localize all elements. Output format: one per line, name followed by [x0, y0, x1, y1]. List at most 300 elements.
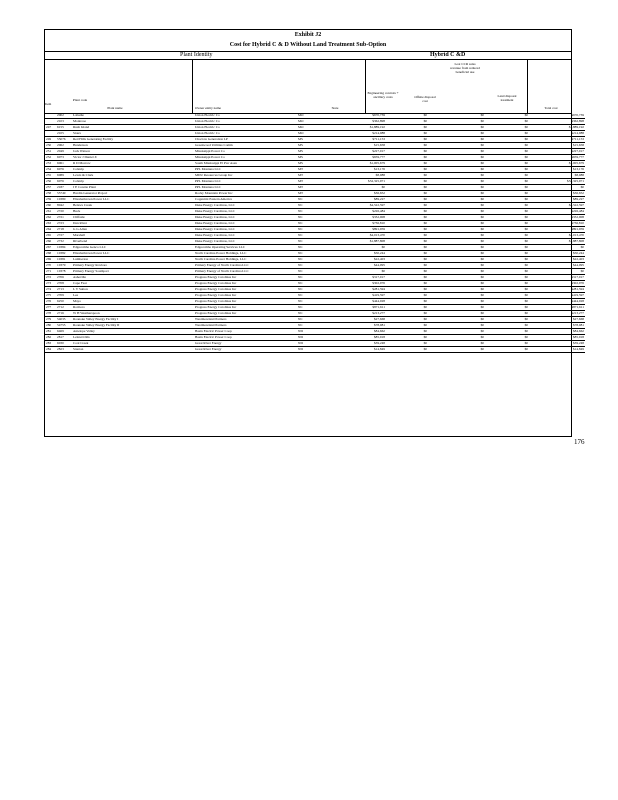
- item-cell: 257: [45, 185, 56, 191]
- item-cell: 265: [45, 233, 56, 239]
- total-cost-cell: $332,908: [529, 215, 585, 221]
- land-disposal-cell: $0: [485, 347, 529, 353]
- plant-name-cell: Stanton: [72, 347, 194, 353]
- engineering-cost-cell: $1,889,192: [339, 125, 386, 131]
- lost-ccr-cell: $0: [428, 215, 485, 221]
- land-disposal-cell: $0: [485, 173, 529, 179]
- total-cost-cell: $227,017: [529, 149, 585, 155]
- lost-ccr-cell: $0: [428, 161, 485, 167]
- item-cell: 271: [45, 269, 56, 275]
- state-cell: MS: [297, 155, 339, 161]
- land-disposal-cell: $0: [485, 269, 529, 275]
- plant-name-cell: Colstrip: [72, 167, 194, 173]
- col-header-plant-code: Plant code: [72, 98, 88, 102]
- land-disposal-cell: $0: [485, 167, 529, 173]
- owner-cell: Duke Energy Carolinas, LLC: [194, 209, 297, 215]
- owner-cell: Duke Energy Carolinas, LLC: [194, 221, 297, 227]
- plant-code-cell: 2723: [56, 221, 72, 227]
- land-disposal-cell: $0: [485, 323, 529, 329]
- total-cost-cell: $32,325,971: [529, 179, 585, 185]
- land-disposal-cell: $0: [485, 119, 529, 125]
- offsite-cost-cell: $0: [386, 239, 428, 245]
- lost-ccr-cell: $0: [428, 317, 485, 323]
- land-disposal-cell: $0: [485, 335, 529, 341]
- engineering-cost-cell: $27,668: [339, 317, 386, 323]
- owner-cell: Duke Energy Carolinas, LLC: [194, 203, 297, 209]
- plant-code-cell: 10384: [56, 245, 72, 251]
- lost-ccr-cell: $0: [428, 305, 485, 311]
- total-cost-cell: $27,668: [529, 317, 585, 323]
- lost-ccr-cell: $0: [428, 179, 485, 185]
- lost-ccr-cell: $0: [428, 257, 485, 263]
- land-disposal-cell: $0: [485, 293, 529, 299]
- owner-cell: MDU Resources Group Inc: [194, 173, 297, 179]
- state-cell: NC: [297, 233, 339, 239]
- item-cell: 280: [45, 323, 56, 329]
- offsite-cost-cell: $0: [386, 209, 428, 215]
- page-number: 176: [574, 438, 585, 446]
- land-disposal-cell: $0: [485, 233, 529, 239]
- owner-cell: Progress Energy Carolinas Inc: [194, 287, 297, 293]
- lost-ccr-cell: $0: [428, 341, 485, 347]
- plant-name-cell: Primary Energy Roxboro: [72, 263, 194, 269]
- lost-ccr-cell: $0: [428, 167, 485, 173]
- state-cell: NC: [297, 311, 339, 317]
- state-cell: MO: [297, 113, 339, 119]
- offsite-cost-cell: $0: [386, 227, 428, 233]
- owner-cell: Duke Energy Carolinas, LLC: [194, 215, 297, 221]
- item-cell: 274: [45, 287, 56, 293]
- plant-code-cell: 2712: [56, 305, 72, 311]
- owner-cell: Duke Energy Carolinas, LLC: [194, 233, 297, 239]
- col-header-offsite: Offsite disposal cost: [414, 95, 436, 103]
- land-disposal-cell: $0: [485, 275, 529, 281]
- total-cost-cell: $670,739: [529, 113, 585, 119]
- offsite-cost-cell: $0: [386, 203, 428, 209]
- lost-ccr-cell: $0: [428, 149, 485, 155]
- land-disposal-cell: $0: [485, 215, 529, 221]
- total-cost-cell: $8,988: [529, 173, 585, 179]
- state-cell: MO: [297, 131, 339, 137]
- plant-name-cell: Lumberton: [72, 257, 194, 263]
- lost-ccr-cell: $0: [428, 209, 485, 215]
- offsite-cost-cell: $0: [386, 275, 428, 281]
- total-cost-cell: $39,248: [529, 341, 585, 347]
- owner-cell: Progress Energy Carolinas Inc: [194, 305, 297, 311]
- total-cost-cell: $736,810: [529, 221, 585, 227]
- land-disposal-cell: $0: [485, 257, 529, 263]
- offsite-cost-cell: $0: [386, 341, 428, 347]
- total-cost-cell: $711,153: [529, 137, 585, 143]
- col-header-engineering: Engineering controls + ancillary costs: [367, 91, 399, 99]
- item-cell: 256: [45, 179, 56, 185]
- total-cost-cell: $317,017: [529, 275, 585, 281]
- plant-name-cell: Roanoke Valley Energy Facility I: [72, 317, 194, 323]
- lost-ccr-cell: $0: [428, 269, 485, 275]
- land-disposal-cell: $0: [485, 179, 529, 185]
- state-cell: MO: [297, 125, 339, 131]
- state-cell: MT: [297, 185, 339, 191]
- land-disposal-cell: $0: [485, 137, 529, 143]
- engineering-cost-cell: $317,017: [339, 275, 386, 281]
- total-cost-cell: $89,227: [529, 197, 585, 203]
- col-header-land: Land disposal treatment: [497, 94, 517, 102]
- plant-name-cell: G G Allen: [72, 227, 194, 233]
- item-cell: 273: [45, 281, 56, 287]
- total-cost-cell: $15,658: [529, 143, 585, 149]
- offsite-cost-cell: $0: [386, 113, 428, 119]
- col-header-lost-ccr: Lost CCR sales revenue from reduced beneficial use: [450, 62, 480, 74]
- land-disposal-cell: $0: [485, 221, 529, 227]
- engineering-cost-cell: $281,594: [339, 287, 386, 293]
- owner-cell: Duke Energy Carolinas, LLC: [194, 239, 297, 245]
- total-cost-cell: $44,095: [529, 263, 585, 269]
- lost-ccr-cell: $0: [428, 137, 485, 143]
- lost-ccr-cell: $0: [428, 239, 485, 245]
- state-cell: ND: [297, 329, 339, 335]
- plant-name-cell: Red Hills Generating Facility: [72, 137, 194, 143]
- engineering-cost-cell: $85,918: [339, 335, 386, 341]
- total-cost-cell: $4,522,597: [529, 203, 585, 209]
- state-cell: MT: [297, 173, 339, 179]
- column-divider: [365, 59, 366, 113]
- offsite-cost-cell: $0: [386, 221, 428, 227]
- offsite-cost-cell: $0: [386, 263, 428, 269]
- owner-cell: Primary Energy of North Carolina LLC: [194, 269, 297, 275]
- lost-ccr-cell: $0: [428, 233, 485, 239]
- total-cost-cell: $214,988: [529, 131, 585, 137]
- plant-code-cell: 6076: [56, 179, 72, 185]
- owner-cell: Progress Energy Carolinas Inc: [194, 275, 297, 281]
- state-cell: NC: [297, 203, 339, 209]
- state-cell: MS: [297, 143, 339, 149]
- plant-name-cell: Sioux: [72, 131, 194, 137]
- lost-ccr-cell: $0: [428, 203, 485, 209]
- plant-name-cell: Cliffside: [72, 215, 194, 221]
- plant-code-cell: 54755: [56, 323, 72, 329]
- plant-name-cell: L V Sutton: [72, 287, 194, 293]
- offsite-cost-cell: $0: [386, 131, 428, 137]
- item-cell: 275: [45, 293, 56, 299]
- plant-code-cell: 2187: [56, 185, 72, 191]
- lost-ccr-cell: $0: [428, 185, 485, 191]
- col-header-state: State: [331, 106, 339, 110]
- plant-name-cell: Henderson: [72, 143, 194, 149]
- land-disposal-cell: $0: [485, 209, 529, 215]
- state-cell: NC: [297, 197, 339, 203]
- owner-cell: North Carolina Power Holdings, LLC: [194, 257, 297, 263]
- header-rule: [45, 51, 571, 52]
- offsite-cost-cell: $0: [386, 269, 428, 275]
- plant-code-cell: 6030: [56, 341, 72, 347]
- plant-identity-label: Plant Identity: [180, 52, 213, 58]
- state-cell: NC: [297, 323, 339, 329]
- plant-code-cell: 6469: [56, 329, 72, 335]
- item-cell: 264: [45, 227, 56, 233]
- plant-code-cell: 6155: [56, 125, 72, 131]
- total-cost-cell: $362,898: [529, 119, 585, 125]
- owner-cell: Primary Energy of North Carolina LLC: [194, 263, 297, 269]
- state-cell: NC: [297, 257, 339, 263]
- engineering-cost-cell: $0: [339, 185, 386, 191]
- offsite-cost-cell: $0: [386, 185, 428, 191]
- offsite-cost-cell: $0: [386, 323, 428, 329]
- engineering-cost-cell: $871,611: [339, 305, 386, 311]
- item-cell: 278: [45, 311, 56, 317]
- lost-ccr-cell: $0: [428, 227, 485, 233]
- plant-code-cell: 2817: [56, 335, 72, 341]
- offsite-cost-cell: $0: [386, 257, 428, 263]
- plant-code-cell: 10380: [56, 197, 72, 203]
- engineering-cost-cell: $362,898: [339, 119, 386, 125]
- plant-name-cell: Primary Energy Southport: [72, 269, 194, 275]
- owner-cell: PPL Montana LLC: [194, 185, 297, 191]
- lost-ccr-cell: $0: [428, 245, 485, 251]
- land-disposal-cell: $0: [485, 227, 529, 233]
- lost-ccr-cell: $0: [428, 221, 485, 227]
- engineering-cost-cell: $78,981: [339, 323, 386, 329]
- item-cell: 281: [45, 329, 56, 335]
- land-disposal-cell: $0: [485, 149, 529, 155]
- item-cell: 277: [45, 305, 56, 311]
- state-cell: NC: [297, 239, 339, 245]
- offsite-cost-cell: $0: [386, 335, 428, 341]
- owner-cell: Progress Energy Carolinas Inc: [194, 293, 297, 299]
- land-disposal-cell: $0: [485, 287, 529, 293]
- engineering-cost-cell: $0: [339, 245, 386, 251]
- offsite-cost-cell: $0: [386, 173, 428, 179]
- offsite-cost-cell: $0: [386, 167, 428, 173]
- owner-cell: PPL Montana LLC: [194, 179, 297, 185]
- land-disposal-cell: $0: [485, 161, 529, 167]
- lost-ccr-cell: $0: [428, 293, 485, 299]
- engineering-cost-cell: $4,522,597: [339, 203, 386, 209]
- engineering-cost-cell: $1,887,808: [339, 239, 386, 245]
- plant-name-cell: Mayo: [72, 299, 194, 305]
- total-cost-cell: $871,611: [529, 305, 585, 311]
- item-cell: 270: [45, 263, 56, 269]
- engineering-cost-cell: $213,277: [339, 311, 386, 317]
- engineering-cost-cell: $89,227: [339, 197, 386, 203]
- owner-cell: Rocky Mountain Power Inc: [194, 191, 297, 197]
- col-header-owner: Owner entity name: [195, 106, 221, 110]
- total-cost-cell: $78,981: [529, 323, 585, 329]
- plant-name-cell: Marshall: [72, 233, 194, 239]
- offsite-cost-cell: $0: [386, 125, 428, 131]
- land-disposal-cell: $0: [485, 239, 529, 245]
- plant-code-cell: 6061: [56, 161, 72, 167]
- land-disposal-cell: $0: [485, 281, 529, 287]
- total-cost-cell: $0: [529, 269, 585, 275]
- offsite-cost-cell: $0: [386, 329, 428, 335]
- lost-ccr-cell: $0: [428, 275, 485, 281]
- total-cost-cell: $50,244: [529, 251, 585, 257]
- state-cell: ND: [297, 347, 339, 353]
- engineering-cost-cell: $419,597: [339, 293, 386, 299]
- state-cell: NC: [297, 293, 339, 299]
- owner-cell: Great River Energy: [194, 341, 297, 347]
- column-divider: [527, 59, 528, 113]
- cost-table: [45, 113, 585, 353]
- item-cell: 269: [45, 257, 56, 263]
- item-cell: 263: [45, 221, 56, 227]
- land-disposal-cell: $0: [485, 329, 529, 335]
- plant-name-cell: Edgecombe Genco LLC: [72, 245, 194, 251]
- plant-name-cell: J E Corette Plant: [72, 185, 194, 191]
- plant-code-cell: 2727: [56, 233, 72, 239]
- item-cell: 266: [45, 239, 56, 245]
- total-cost-cell: $226,484: [529, 209, 585, 215]
- offsite-cost-cell: $0: [386, 281, 428, 287]
- plant-code-cell: 2823: [56, 347, 72, 353]
- engineering-cost-cell: $39,248: [339, 341, 386, 347]
- item-cell: 247: [45, 125, 56, 131]
- plant-code-cell: 2716: [56, 311, 72, 317]
- item-cell: 255: [45, 173, 56, 179]
- engineering-cost-cell: $8,988: [339, 173, 386, 179]
- state-cell: NC: [297, 215, 339, 221]
- lost-ccr-cell: $0: [428, 197, 485, 203]
- land-disposal-cell: $0: [485, 305, 529, 311]
- item-cell: 282: [45, 335, 56, 341]
- lost-ccr-cell: $0: [428, 173, 485, 179]
- plant-code-cell: 10381: [56, 257, 72, 263]
- plant-code-cell: 6089: [56, 173, 72, 179]
- plant-name-cell: Colstrip: [72, 179, 194, 185]
- lost-ccr-cell: $0: [428, 125, 485, 131]
- lost-ccr-cell: $0: [428, 323, 485, 329]
- owner-cell: Great River Energy: [194, 347, 297, 353]
- owner-cell: Edgecombe Operating Services LLC: [194, 245, 297, 251]
- plant-name-cell: Dan River: [72, 221, 194, 227]
- engineering-cost-cell: $302,976: [339, 281, 386, 287]
- offsite-cost-cell: $0: [386, 311, 428, 317]
- plant-code-cell: 2049: [56, 149, 72, 155]
- lost-ccr-cell: $0: [428, 251, 485, 257]
- item-cell: 262: [45, 215, 56, 221]
- plant-name-cell: Antelope Valley: [72, 329, 194, 335]
- owner-cell: Union Electric Co: [194, 131, 297, 137]
- item-cell: 261: [45, 209, 56, 215]
- lost-ccr-cell: $0: [428, 347, 485, 353]
- plant-code-cell: 2720: [56, 209, 72, 215]
- plant-code-cell: 2721: [56, 215, 72, 221]
- plant-name-cell: Asheville: [72, 275, 194, 281]
- offsite-cost-cell: $0: [386, 137, 428, 143]
- land-disposal-cell: $0: [485, 341, 529, 347]
- state-cell: MS: [297, 137, 339, 143]
- land-disposal-cell: $0: [485, 197, 529, 203]
- offsite-cost-cell: $0: [386, 251, 428, 257]
- land-disposal-cell: $0: [485, 185, 529, 191]
- plant-name-cell: Roxboro: [72, 305, 194, 311]
- col-header-total: Total cost: [544, 106, 558, 110]
- exhibit-table-sheet: [44, 29, 584, 437]
- state-cell: NC: [297, 299, 339, 305]
- state-cell: NC: [297, 287, 339, 293]
- state-cell: NC: [297, 263, 339, 269]
- plant-code-cell: 2713: [56, 287, 72, 293]
- engineering-cost-cell: $13,176: [339, 167, 386, 173]
- plant-code-cell: 2708: [56, 281, 72, 287]
- item-cell: 279: [45, 317, 56, 323]
- engineering-cost-cell: $50,244: [339, 251, 386, 257]
- lost-ccr-cell: $0: [428, 155, 485, 161]
- plant-code-cell: 6250: [56, 299, 72, 305]
- engineering-cost-cell: $332,908: [339, 215, 386, 221]
- owner-cell: Duke Energy Carolinas, LLC: [194, 227, 297, 233]
- offsite-cost-cell: $0: [386, 179, 428, 185]
- state-cell: MT: [297, 179, 339, 185]
- owner-cell: Westmoreland Partners: [194, 323, 297, 329]
- state-cell: ND: [297, 341, 339, 347]
- plant-code-cell: 2062: [56, 143, 72, 149]
- state-cell: NC: [297, 269, 339, 275]
- plant-code-cell: 2105: [56, 131, 72, 137]
- land-disposal-cell: $0: [485, 203, 529, 209]
- lost-ccr-cell: $0: [428, 281, 485, 287]
- item-cell: 268: [45, 251, 56, 257]
- state-cell: MT: [297, 191, 339, 197]
- offsite-cost-cell: $0: [386, 161, 428, 167]
- plant-name-cell: Buck: [72, 209, 194, 215]
- hybrid-cd-label: Hybrid C &D: [430, 52, 466, 58]
- total-cost-cell: $1,005,679: [529, 161, 585, 167]
- offsite-cost-cell: $0: [386, 233, 428, 239]
- engineering-cost-cell: $44,095: [339, 263, 386, 269]
- total-cost-cell: $0: [529, 185, 585, 191]
- owner-cell: Union Electric Co: [194, 125, 297, 131]
- offsite-cost-cell: $0: [386, 299, 428, 305]
- owner-cell: Union Electric Co: [194, 113, 297, 119]
- state-cell: MS: [297, 161, 339, 167]
- owner-cell: Union Electric Co: [194, 119, 297, 125]
- item-cell: 283: [45, 341, 56, 347]
- item-cell: 252: [45, 155, 56, 161]
- item-cell: 258: [45, 191, 56, 197]
- plant-name-cell: Coal Creek: [72, 341, 194, 347]
- land-disposal-cell: $0: [485, 299, 529, 305]
- plant-name-cell: Lee: [72, 293, 194, 299]
- plant-code-cell: 10379: [56, 263, 72, 269]
- total-cost-cell: $659,777: [529, 155, 585, 161]
- total-cost-cell: $444,028: [529, 299, 585, 305]
- offsite-cost-cell: $0: [386, 119, 428, 125]
- item-cell: 249: [45, 137, 56, 143]
- offsite-cost-cell: $0: [386, 155, 428, 161]
- land-disposal-cell: $0: [485, 191, 529, 197]
- offsite-cost-cell: $0: [386, 149, 428, 155]
- total-cost-cell: $419,597: [529, 293, 585, 299]
- engineering-cost-cell: $1,005,679: [339, 161, 386, 167]
- engineering-cost-cell: $32,325,971: [339, 179, 386, 185]
- total-cost-cell: $1,889,192: [529, 125, 585, 131]
- state-cell: NC: [297, 227, 339, 233]
- state-cell: MO: [297, 119, 339, 125]
- plant-code-cell: 10382: [56, 251, 72, 257]
- engineering-cost-cell: $4,013,470: [339, 233, 386, 239]
- land-disposal-cell: $0: [485, 263, 529, 269]
- state-cell: ND: [297, 335, 339, 341]
- lost-ccr-cell: $0: [428, 263, 485, 269]
- item-cell: 259: [45, 197, 56, 203]
- engineering-cost-cell: $711,153: [339, 137, 386, 143]
- plant-code-cell: 8042: [56, 203, 72, 209]
- state-cell: MS: [297, 149, 339, 155]
- item-cell: 260: [45, 203, 56, 209]
- total-cost-cell: $85,918: [529, 335, 585, 341]
- owner-cell: Westmoreland Partners: [194, 317, 297, 323]
